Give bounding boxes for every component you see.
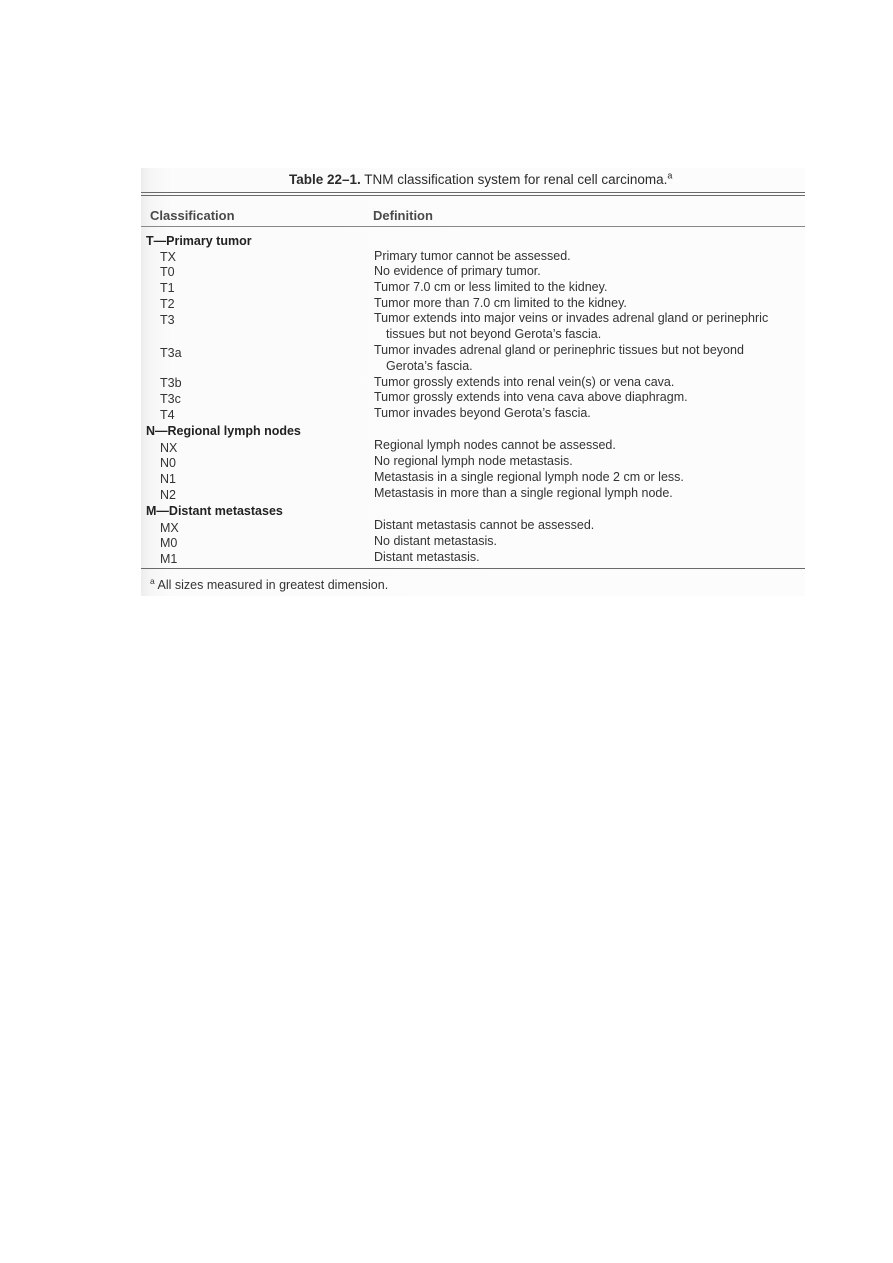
row-definition: Distant metastasis. [374, 550, 480, 564]
row-code: T3b [160, 376, 182, 390]
table-footnote [150, 575, 389, 592]
row-definition: Tumor more than 7.0 cm limited to the kidney. [374, 296, 627, 310]
row-definition-line2: Gerota’s fascia. [386, 359, 473, 373]
row-definition-line1: Tumor invades adrenal gland or perinephric tissues but not beyond [374, 343, 744, 357]
row-code: T4 [160, 408, 175, 422]
row-code: NX [160, 441, 178, 455]
row-definition: Distant metastasis cannot be assessed. [374, 518, 595, 532]
column-header-classification: Classification [150, 208, 235, 223]
row-definition: Primary tumor cannot be assessed. [374, 249, 571, 263]
row-definition: Tumor invades beyond Gerota’s fascia. [374, 406, 591, 420]
top-rule-inner [141, 195, 805, 196]
footnote-marker: a [667, 170, 673, 181]
section-title-m: M—Distant metastases [146, 504, 283, 518]
table-title: TNM classification system for renal cell carcinoma. [360, 172, 668, 187]
header-rule [141, 226, 805, 227]
row-code: N2 [160, 488, 176, 502]
footnote-text: All sizes measured in greatest dimension. [154, 578, 389, 592]
row-definition-line1: Tumor extends into major veins or invades adrenal gland or perinephric [374, 311, 769, 325]
row-code: T0 [160, 265, 175, 279]
row-definition: Metastasis in more than a single regional lymph node. [374, 486, 673, 500]
bottom-rule [141, 568, 805, 569]
row-definition [374, 342, 744, 374]
row-code: N0 [160, 456, 176, 470]
row-definition: Metastasis in a single regional lymph node 2 cm or less. [374, 470, 684, 484]
row-definition [374, 310, 768, 342]
column-header-definition: Definition [373, 208, 433, 223]
row-definition-line2: tissues but not beyond Gerota’s fascia. [386, 327, 602, 341]
row-definition: Tumor grossly extends into renal vein(s) or vena cava. [374, 375, 675, 389]
row-code: TX [160, 250, 176, 264]
row-definition: Regional lymph nodes cannot be assessed. [374, 438, 616, 452]
row-code: M1 [160, 552, 178, 566]
row-code: N1 [160, 472, 176, 486]
row-code: T1 [160, 281, 175, 295]
row-code: M0 [160, 536, 178, 550]
row-definition: Tumor 7.0 cm or less limited to the kidney. [374, 280, 608, 294]
table-label: Table 22–1. [289, 172, 361, 187]
section-title-n: N—Regional lymph nodes [146, 424, 301, 438]
row-code: MX [160, 521, 179, 535]
row-definition: No distant metastasis. [374, 534, 497, 548]
section-title-t: T—Primary tumor [146, 234, 252, 248]
row-code: T3c [160, 392, 181, 406]
footnote-marker: a [150, 575, 155, 586]
row-code: T2 [160, 297, 175, 311]
row-definition: No regional lymph node metastasis. [374, 454, 573, 468]
top-rule [141, 192, 805, 193]
table-caption [289, 172, 672, 187]
row-code: T3 [160, 313, 175, 327]
row-definition: No evidence of primary tumor. [374, 264, 541, 278]
row-code: T3a [160, 346, 182, 360]
row-definition: Tumor grossly extends into vena cava above diaphragm. [374, 390, 688, 404]
